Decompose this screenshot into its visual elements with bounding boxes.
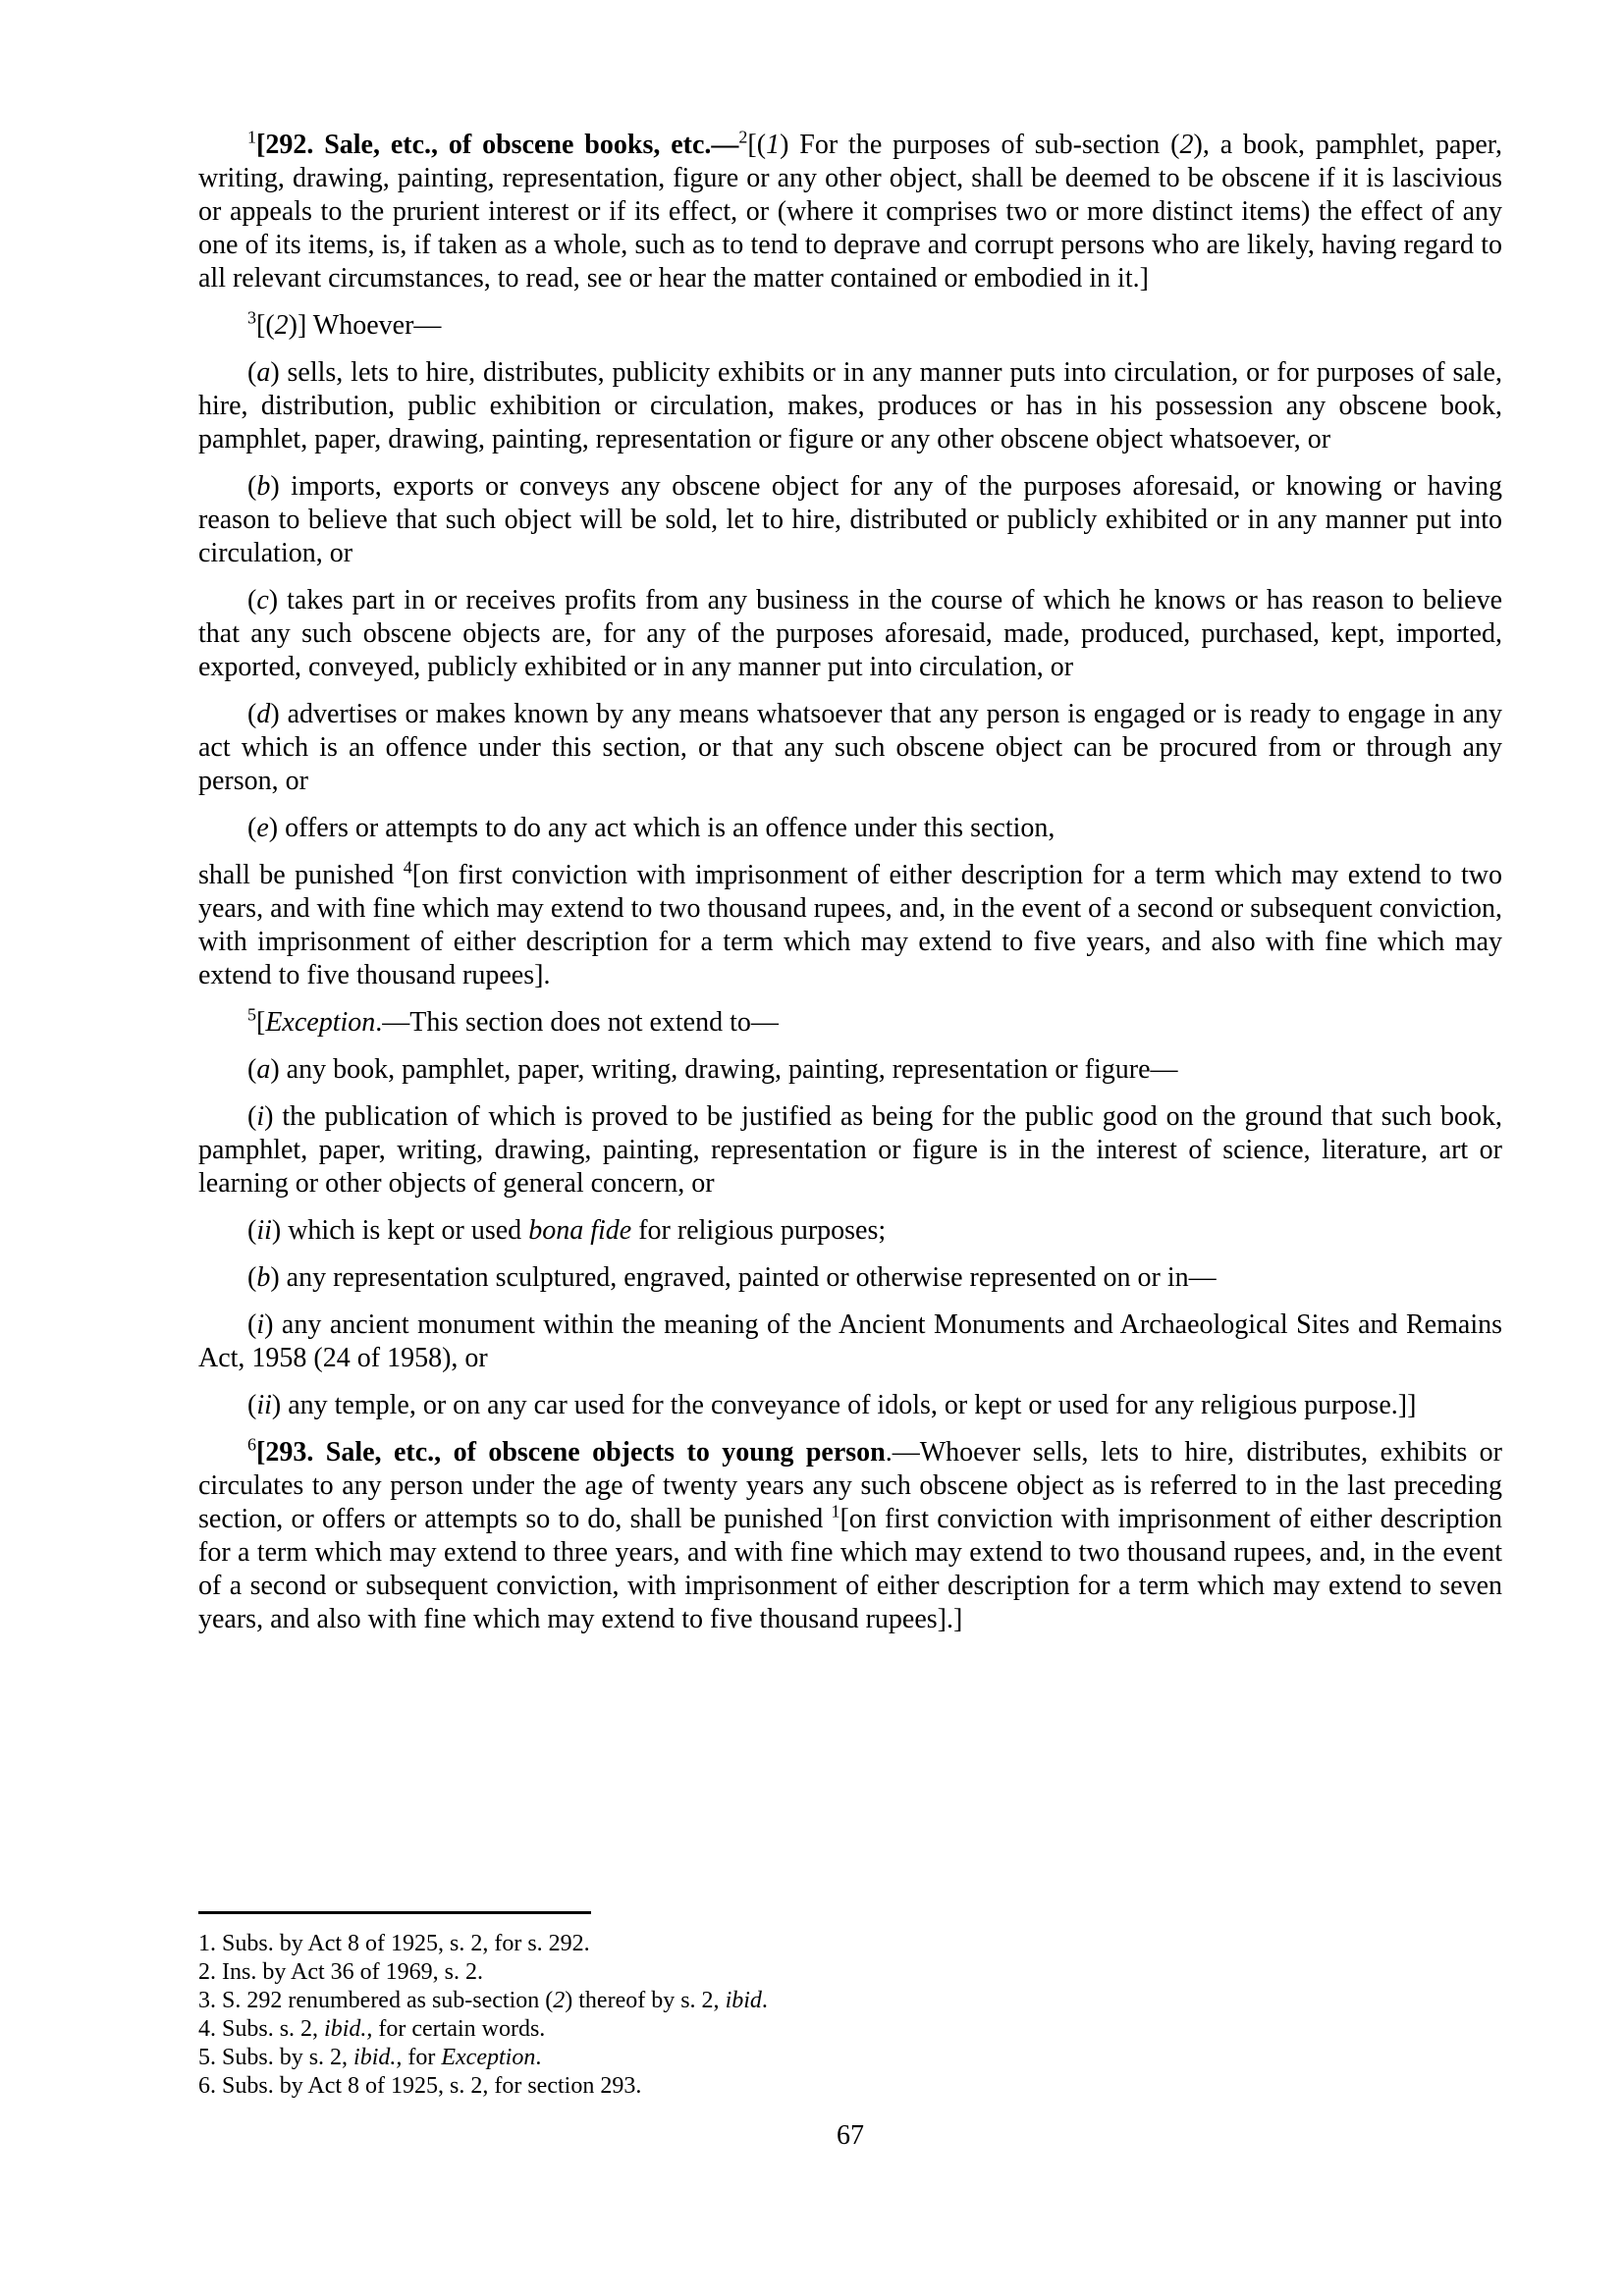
footnote-1 <box>198 1930 1502 1958</box>
text-run: ) any representation sculptured, engraved, painted or otherwise represented on or in— <box>270 1262 1217 1293</box>
text-run: )] Whoever— <box>288 310 442 341</box>
footnote-reference: 1 <box>831 1501 840 1522</box>
text-run: e <box>256 813 269 843</box>
text-run: ( <box>247 471 257 502</box>
text-run: Exception <box>265 1007 376 1038</box>
text-run: 2 <box>1179 130 1194 160</box>
sec-292-sub2-intro <box>198 309 1502 343</box>
text-run: ( <box>247 1054 257 1085</box>
text-run: ibid., <box>324 2016 373 2042</box>
text-run: c <box>256 585 269 615</box>
text-run: 1 <box>766 130 781 160</box>
text-run: ( <box>247 357 257 388</box>
clause-e <box>198 812 1502 845</box>
text-run: ( <box>247 1262 257 1293</box>
footnote-reference: 2 <box>738 127 748 147</box>
exception-clause-a-i <box>198 1100 1502 1201</box>
text-run: for religious purposes; <box>631 1215 887 1246</box>
text-run: shall be punished <box>198 860 404 890</box>
text-run: 6. Subs. by Act 8 of 1925, s. 2, for section 293. <box>198 2073 642 2099</box>
text-run: ( <box>247 1390 257 1420</box>
sec-293-paragraph <box>198 1436 1502 1636</box>
footnote-4 <box>198 2015 1502 2044</box>
text-run: ) imports, exports or conveys any obscene object for any of the purposes aforesaid, or knowing or having reason to believe that such object will be sold, let to hire, distributed or publicly exhibited or in any manner put into circulation, or <box>198 471 1502 568</box>
text-run: ) any temple, or on any car used for the conveyance of idols, or kept or used for any religious purpose.]] <box>271 1390 1417 1420</box>
text-run: [on first conviction with imprisonment of either description for a term which may extend to three years, and with fine which may extend to two thousand rupees, and, in the event of a second or subsequent conviction, with imprisonment of either description for a term which may extend to seven years, and also with fine which may extend to five thousand rupees].] <box>198 1504 1503 1634</box>
text-run: ( <box>247 813 257 843</box>
text-run: [( <box>256 310 275 341</box>
text-run: ibid <box>725 1988 762 2013</box>
text-run: [( <box>747 130 767 160</box>
text-run: 2 <box>274 310 289 341</box>
text-run: [on first conviction with imprisonment of either description for a term which may extend to two years, and with fine which may extend to two thousand rupees, and, in the event of a second or subsequent conviction, with imprisonment of either description for a term which may extend to five years, and also with fine which may extend to five thousand rupees]. <box>198 860 1502 990</box>
clause-c <box>198 584 1502 684</box>
text-run: ) For the purposes of sub-section ( <box>780 130 1180 160</box>
text-run: b <box>256 1262 271 1293</box>
text-run: ) any book, pamphlet, paper, writing, drawing, painting, representation or figure— <box>270 1054 1178 1085</box>
text-run: 1. Subs. by Act 8 of 1925, s. 2, for s. 292. <box>198 1931 590 1956</box>
footnote-reference: 5 <box>247 1004 256 1025</box>
clause-b <box>198 470 1502 570</box>
exception-clause-b <box>198 1261 1502 1295</box>
text-run: i <box>256 1309 265 1340</box>
text-run: ) offers or attempts to do any act which is an offence under this section, <box>268 813 1056 843</box>
exception-clause-a-ii <box>198 1214 1502 1248</box>
text-run: ii <box>256 1215 272 1246</box>
text-run: .—Whoever sells, lets to hire, distributes, exhibits or circulates to any person under the age of twenty years any such obscene object as is referred to in the last preceding section, or offers or attempts so to do, shall be punished <box>198 1437 1502 1534</box>
text-run: ( <box>247 1215 257 1246</box>
footnote-separator-rule <box>198 1911 591 1914</box>
text-run: [292. Sale, etc., of obscene books, etc.— <box>256 130 739 160</box>
text-run: d <box>256 699 271 729</box>
sec-292-heading-paragraph <box>198 129 1502 295</box>
exception-clause-b-i <box>198 1308 1502 1375</box>
text-run: for <box>402 2045 442 2070</box>
punishment-paragraph <box>198 859 1502 992</box>
text-run: ) sells, lets to hire, distributes, publicity exhibits or in any manner puts into circulation, or for purposes of sale, hire, distribution, public exhibition or circulation, makes, produces or has in his possession any obscene book, pamphlet, paper, drawing, painting, representation or figure or any other obscene object whatsoever, or <box>198 357 1502 454</box>
footnote-reference: 3 <box>247 307 256 328</box>
text-run: [ <box>256 1007 266 1038</box>
text-run: Exception <box>441 2045 536 2070</box>
text-run: ) thereof by s. 2, <box>565 1988 726 2013</box>
clause-d <box>198 698 1502 798</box>
text-run: 2. Ins. by Act 36 of 1969, s. 2. <box>198 1959 483 1985</box>
text-run: a <box>256 357 271 388</box>
text-run: ( <box>247 699 257 729</box>
footnote-5 <box>198 2044 1502 2072</box>
text-run: . <box>761 1988 768 2013</box>
footnote-reference: 1 <box>247 127 256 147</box>
footnote-section <box>198 1911 1502 2101</box>
text-run: ii <box>256 1390 272 1420</box>
statute-body <box>198 129 1502 1650</box>
text-run: i <box>256 1101 265 1132</box>
footnote-reference: 4 <box>403 857 412 878</box>
text-run: [293. Sale, etc., of obscene objects to young person <box>256 1437 886 1468</box>
footnote-6 <box>198 2072 1502 2101</box>
text-run: bona fide <box>528 1215 632 1246</box>
footnote-reference: 6 <box>247 1434 256 1455</box>
text-run: ), a book, pamphlet, paper, writing, drawing, painting, representation, figure or any other object, shall be deemed to be obscene if it is lascivious or appeals to the prurient interest or if its effect, or (where it comprises two or more distinct items) the effect of any one of its items, is, if taken as a whole, such as to tend to deprave and corrupt persons who are likely, having regard to all relevant circumstances, to read, see or hear the matter contained or embodied in it.] <box>198 130 1503 294</box>
footnotes-list <box>198 1930 1502 2101</box>
exception-clause-a <box>198 1053 1502 1087</box>
clause-a <box>198 356 1502 456</box>
text-run: 5. Subs. by s. 2, <box>198 2045 354 2070</box>
text-run: ibid., <box>353 2045 403 2070</box>
text-run: 2 <box>553 1988 566 2013</box>
text-run: ( <box>247 1309 257 1340</box>
text-run: 3. S. 292 renumbered as sub-section ( <box>198 1988 554 2013</box>
footnote-2 <box>198 1958 1502 1987</box>
text-run: b <box>256 471 271 502</box>
text-run: ) any ancient monument within the meaning of the Ancient Monuments and Archaeological Sites and Remains Act, 1958 (24 of 1958), or <box>198 1309 1502 1373</box>
footnote-3 <box>198 1987 1502 2015</box>
text-run: . <box>535 2045 542 2070</box>
text-run: ) takes part in or receives profits from any business in the course of which he knows or has reason to believe that any such obscene objects are, for any of the purposes aforesaid, made, produced, purchased, kept, imported, exported, conveyed, publicly exhibited or in any manner put into circulation, or <box>198 585 1502 682</box>
text-run: ( <box>247 1101 257 1132</box>
text-run: for certain words. <box>372 2016 546 2042</box>
page-number: 67 <box>837 2120 864 2151</box>
text-run: ) the publication of which is proved to be justified as being for the public good on the ground that such book, pamphlet, paper, writing, drawing, painting, representation or figure is in the interest of science, literature, art or learning or other objects of general concern, or <box>198 1101 1502 1199</box>
text-run: ) which is kept or used <box>271 1215 529 1246</box>
text-run: ( <box>247 585 257 615</box>
exception-clause-b-ii <box>198 1389 1502 1422</box>
text-run: 4. Subs. s. 2, <box>198 2016 325 2042</box>
text-run: a <box>256 1054 271 1085</box>
exception-intro <box>198 1006 1502 1040</box>
text-run: .—This section does not extend to— <box>375 1007 779 1038</box>
text-run: ) advertises or makes known by any means whatsoever that any person is engaged or is ready to engage in any act which is an offence under this section, or that any such obscene object can be procured from or through any person, or <box>198 699 1502 796</box>
